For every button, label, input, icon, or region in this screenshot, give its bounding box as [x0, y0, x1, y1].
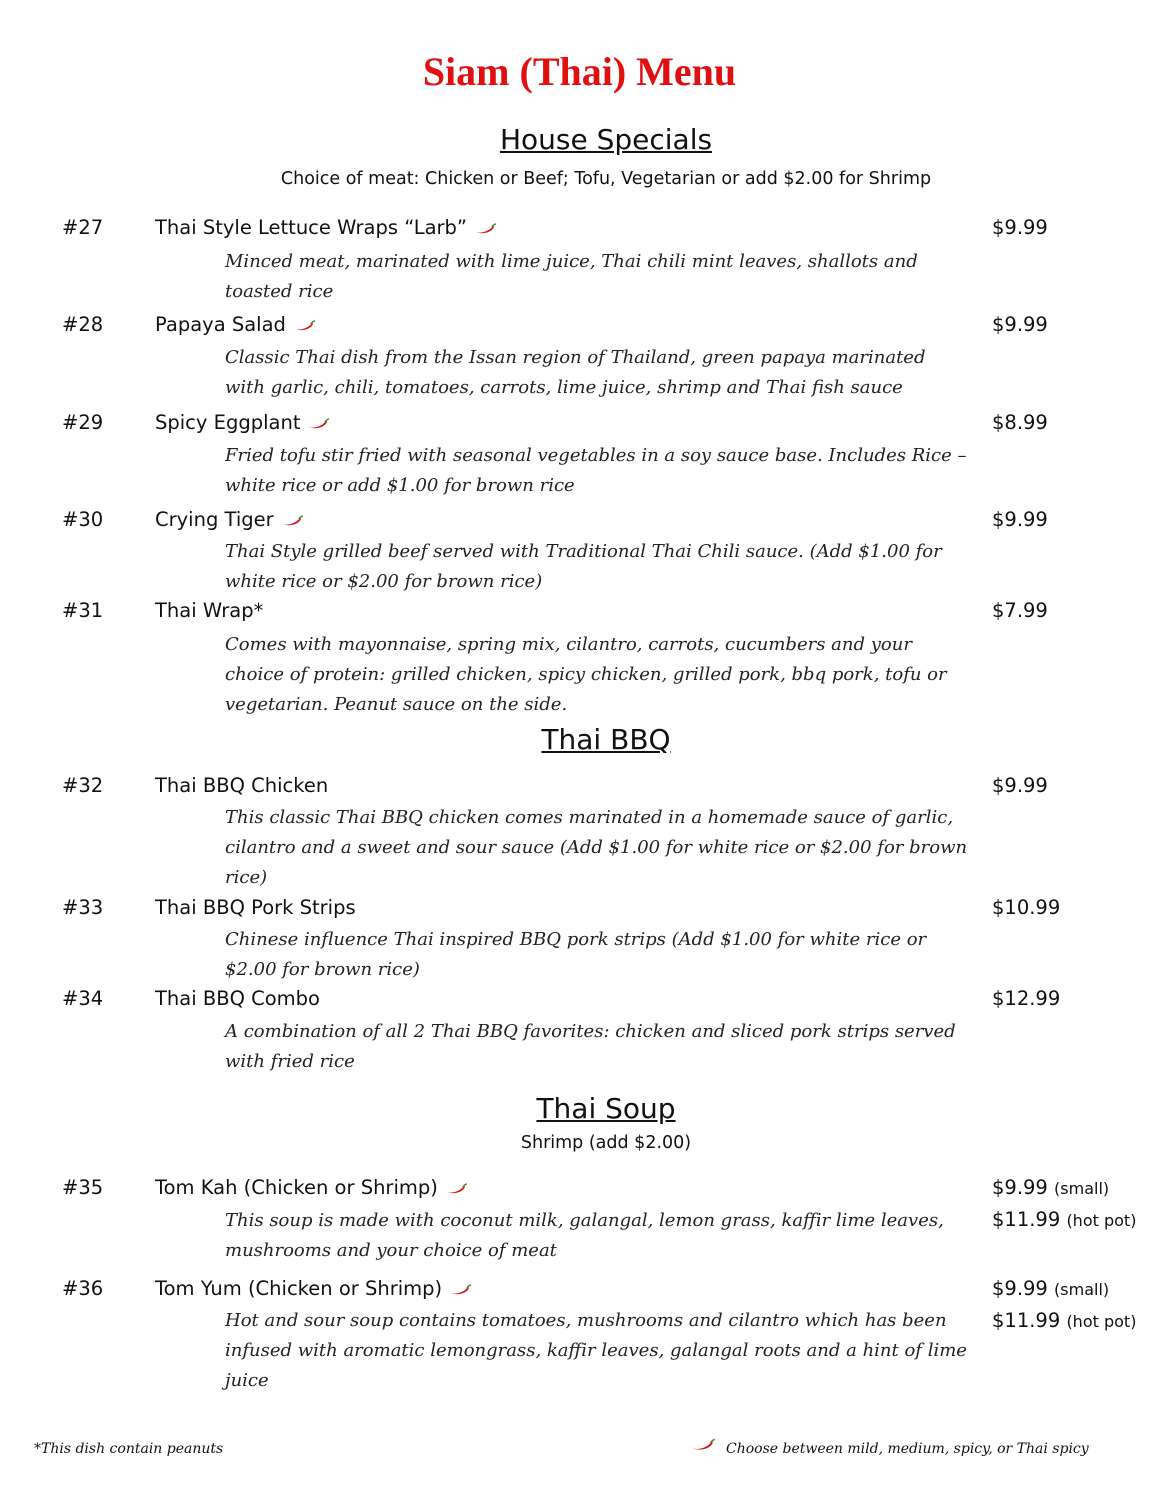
item-name: Thai Style Lettuce Wraps “Larb”	[155, 216, 497, 239]
item-number: #33	[62, 896, 104, 919]
item-number: #28	[62, 313, 104, 336]
item-price: $7.99	[992, 599, 1048, 622]
item-name: Thai BBQ Combo	[155, 987, 320, 1010]
menu-title: Siam (Thai) Menu	[422, 49, 737, 94]
item-price-small: $9.99 (small)	[992, 1176, 1110, 1199]
item-number: #27	[62, 216, 104, 239]
item-number: #32	[62, 774, 104, 797]
item-description: Classic Thai dish from the Issan region of Thailand, green papaya marinated with garlic, chili, tomatoes, carrots, lime juice, shrimp and Thai fish sauce	[225, 347, 926, 398]
item-price: $9.99	[992, 508, 1048, 531]
chili-pepper-icon	[473, 223, 497, 235]
item-price: $9.99	[992, 216, 1048, 239]
item-name: Tom Yum (Chicken or Shrimp)	[155, 1277, 472, 1300]
item-number: #31	[62, 599, 104, 622]
item-number: #36	[62, 1277, 104, 1300]
item-description: Minced meat, marinated with lime juice, Thai chili mint leaves, shallots and toasted rice	[225, 251, 918, 302]
item-description: Fried tofu stir fried with seasonal vegetables in a soy sauce base. Includes Rice – white rice or add $1.00 for brown rice	[225, 445, 967, 496]
item-price: $9.99	[992, 774, 1048, 797]
item-name: Tom Kah (Chicken or Shrimp)	[155, 1176, 468, 1199]
section-subtitle-thai-soup: Shrimp (add $2.00)	[520, 1133, 692, 1153]
chili-pepper-icon	[280, 515, 304, 527]
footer-peanut-note: *This dish contain peanuts	[34, 1441, 224, 1457]
item-number: #29	[62, 411, 104, 434]
section-title-thai-bbq: Thai BBQ	[541, 723, 671, 756]
footer-spice-legend: Choose between mild, medium, spicy, or Thai spicy	[726, 1441, 1089, 1457]
item-description: Hot and sour soup contains tomatoes, mushrooms and cilantro which has been infused with aromatic lemongrass, kaffir leaves, galangal roots and a hint of lime juice	[225, 1310, 967, 1391]
item-price-hot-pot: $11.99 (hot pot)	[992, 1208, 1137, 1231]
item-price-hot-pot: $11.99 (hot pot)	[992, 1309, 1137, 1332]
section-title-house-specials: House Specials	[499, 123, 713, 156]
section-subtitle-house-specials: Choice of meat: Chicken or Beef; Tofu, Vegetarian or add $2.00 for Shrimp	[280, 169, 932, 189]
item-description: This soup is made with coconut milk, galangal, lemon grass, kaffir lime leaves, mushrooms and your choice of meat	[225, 1210, 944, 1261]
item-description: This classic Thai BBQ chicken comes marinated in a homemade sauce of garlic, cilantro and a sweet and sour sauce (Add $1.00 for white rice or $2.00 for brown rice)	[225, 807, 968, 888]
item-price: $9.99	[992, 313, 1048, 336]
chili-pepper-icon	[448, 1284, 472, 1296]
item-description: Comes with mayonnaise, spring mix, cilantro, carrots, cucumbers and your choice of protein: grilled chicken, spicy chicken, grilled pork, bbq pork, tofu or vegetarian. Peanut sauce on the side.	[225, 634, 947, 715]
item-price: $10.99	[992, 896, 1061, 919]
item-description: Thai Style grilled beef served with Traditional Thai Chili sauce. (Add $1.00 for white rice or $2.00 for brown rice)	[225, 541, 942, 592]
chili-pepper-icon	[292, 320, 316, 332]
item-description: A combination of all 2 Thai BBQ favorites: chicken and sliced pork strips served with fried rice	[225, 1021, 956, 1072]
item-name: Crying Tiger	[155, 508, 304, 531]
item-price: $8.99	[992, 411, 1048, 434]
item-name: Thai Wrap*	[155, 599, 264, 622]
item-name: Thai BBQ Pork Strips	[155, 896, 356, 919]
item-price: $12.99	[992, 987, 1061, 1010]
section-title-thai-soup: Thai Soup	[536, 1092, 676, 1125]
item-number: #35	[62, 1176, 104, 1199]
item-number: #30	[62, 508, 104, 531]
item-name: Papaya Salad	[155, 313, 316, 336]
item-description: Chinese influence Thai inspired BBQ pork strips (Add $1.00 for white rice or $2.00 for brown rice)	[225, 929, 927, 980]
item-name: Spicy Eggplant	[155, 411, 330, 434]
item-number: #34	[62, 987, 104, 1010]
chili-pepper-icon	[690, 1438, 716, 1452]
item-price-small: $9.99 (small)	[992, 1277, 1110, 1300]
chili-pepper-icon	[306, 418, 330, 430]
chili-pepper-icon	[444, 1183, 468, 1195]
item-name: Thai BBQ Chicken	[155, 774, 329, 797]
